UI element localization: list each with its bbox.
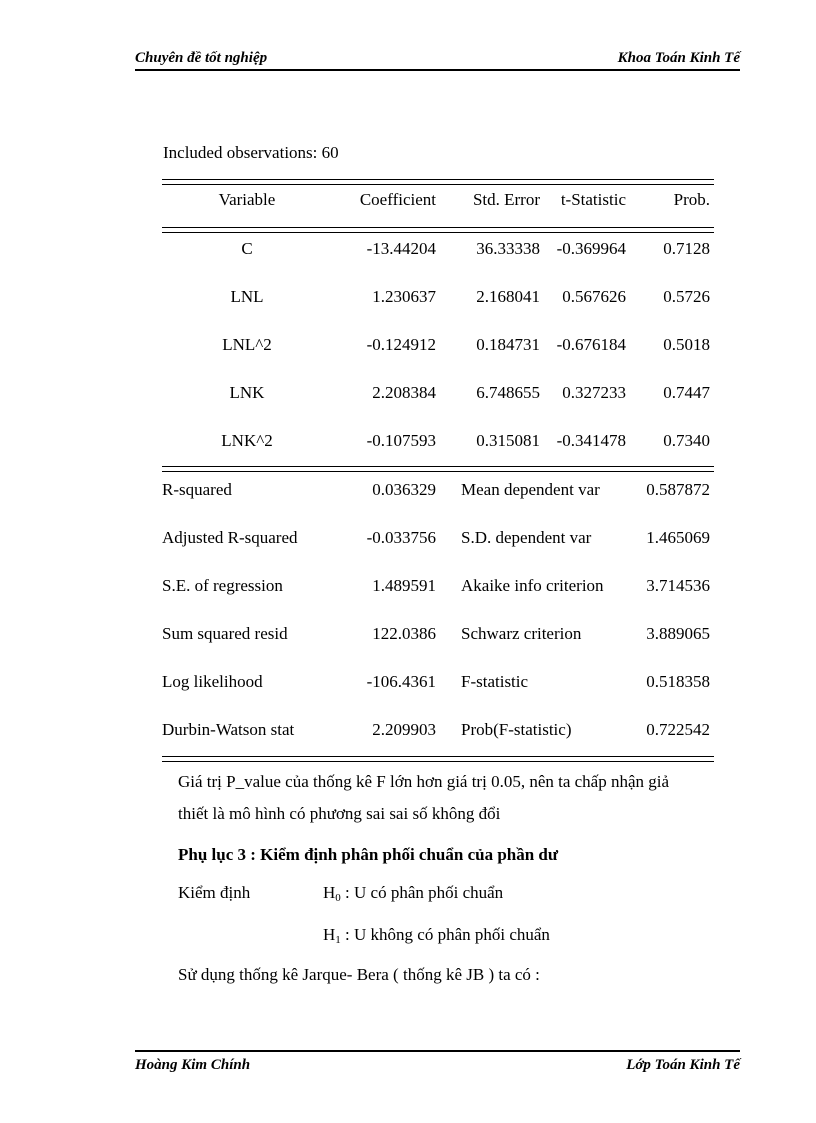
stat-value: 3.889065 bbox=[646, 624, 710, 643]
stat-label: R-squared bbox=[162, 480, 232, 499]
prob-value: 0.5018 bbox=[663, 335, 710, 354]
table-row bbox=[162, 514, 714, 562]
variable-name: LNL^2 bbox=[222, 335, 272, 354]
appendix-title: Phụ lục 3 : Kiểm định phân phối chuẩn của phần dư bbox=[178, 845, 559, 864]
stat-value: 0.587872 bbox=[646, 480, 710, 499]
variable-name: C bbox=[241, 239, 253, 258]
h1-subscript: 1 bbox=[335, 934, 341, 946]
std-error-value: 0.315081 bbox=[476, 431, 540, 450]
table-row bbox=[162, 706, 714, 754]
prob-value: 0.7447 bbox=[663, 383, 710, 402]
stat-label: Prob(F-statistic) bbox=[461, 720, 572, 739]
std-error-value: 36.33338 bbox=[476, 239, 540, 258]
t-statistic-value: -0.369964 bbox=[556, 239, 626, 258]
footer-rule bbox=[135, 1050, 740, 1052]
h1-text: : U không có phân phối chuẩn bbox=[340, 925, 550, 944]
coefficient-value: -0.124912 bbox=[366, 335, 436, 354]
col-coefficient: Coefficient bbox=[359, 190, 436, 209]
t-statistic-value: 0.327233 bbox=[562, 383, 626, 402]
hypothesis-h0 bbox=[178, 877, 743, 909]
prob-value: 0.7128 bbox=[663, 239, 710, 258]
header-left-text: Chuyên đề tốt nghiệp bbox=[135, 50, 268, 66]
t-statistic-value: 0.567626 bbox=[562, 287, 626, 306]
stat-label: Schwarz criterion bbox=[461, 624, 582, 643]
table-row bbox=[162, 658, 714, 706]
prob-value: 0.5726 bbox=[663, 287, 710, 306]
t-statistic-value: -0.341478 bbox=[556, 431, 626, 450]
std-error-value: 0.184731 bbox=[476, 335, 540, 354]
col-t-statistic: t-Statistic bbox=[560, 190, 626, 209]
header-right-text: Khoa Toán Kinh Tế bbox=[617, 50, 740, 66]
column-header-row bbox=[162, 176, 714, 224]
table-row bbox=[162, 610, 714, 658]
stat-value: 122.0386 bbox=[372, 624, 436, 643]
stat-value: 0.518358 bbox=[646, 672, 710, 691]
included-observations: Included observations: 60 bbox=[163, 143, 339, 162]
stat-label: S.E. of regression bbox=[162, 576, 283, 595]
stat-value: 1.489591 bbox=[372, 576, 436, 595]
footer-left-text: Hoàng Kim Chính bbox=[135, 1057, 251, 1073]
stat-label: S.D. dependent var bbox=[461, 528, 592, 547]
table-row bbox=[162, 562, 714, 610]
col-variable: Variable bbox=[218, 190, 276, 209]
coefficient-table bbox=[162, 225, 714, 465]
footer-right-text: Lớp Toán Kinh Tế bbox=[626, 1057, 740, 1073]
stat-label: F-statistic bbox=[461, 672, 529, 691]
paragraph-conclusion bbox=[178, 766, 743, 830]
jarque-bera-line: Sử dụng thống kê Jarque- Bera ( thống kê JB ) ta có : bbox=[178, 965, 540, 984]
stat-value: 2.209903 bbox=[372, 720, 436, 739]
stat-label: Durbin-Watson stat bbox=[162, 720, 295, 739]
regression-header-table bbox=[162, 176, 714, 224]
stat-value: -106.4361 bbox=[366, 672, 436, 691]
col-prob: Prob. bbox=[673, 190, 710, 209]
stat-value: 1.465069 bbox=[646, 528, 710, 547]
table-row bbox=[162, 466, 714, 514]
coefficient-value: 1.230637 bbox=[372, 287, 436, 306]
stat-value: 0.722542 bbox=[646, 720, 710, 739]
stat-value: 0.036329 bbox=[372, 480, 436, 499]
stat-label: Adjusted R-squared bbox=[162, 528, 298, 547]
table-row bbox=[162, 225, 714, 273]
stat-label: Sum squared resid bbox=[162, 624, 288, 643]
std-error-value: 2.168041 bbox=[476, 287, 540, 306]
variable-name: LNK^2 bbox=[221, 431, 273, 450]
header-rule bbox=[135, 69, 740, 71]
table-row bbox=[162, 273, 714, 321]
h0-subscript: 0 bbox=[335, 892, 341, 904]
h0-letter: H bbox=[323, 883, 336, 902]
h0-statement bbox=[323, 877, 503, 914]
stat-label: Mean dependent var bbox=[461, 480, 600, 499]
summary-stats-table bbox=[162, 466, 714, 754]
test-label: Kiểm định bbox=[178, 883, 251, 902]
table-row bbox=[162, 417, 714, 465]
coefficient-value: -0.107593 bbox=[366, 431, 436, 450]
table-row bbox=[162, 321, 714, 369]
stat-value: 3.714536 bbox=[646, 576, 710, 595]
variable-name: LNK bbox=[229, 383, 265, 402]
coefficient-value: 2.208384 bbox=[372, 383, 436, 402]
coefficient-value: -13.44204 bbox=[366, 239, 436, 258]
std-error-value: 6.748655 bbox=[476, 383, 540, 402]
t-statistic-value: -0.676184 bbox=[556, 335, 626, 354]
prob-value: 0.7340 bbox=[663, 431, 710, 450]
stat-value: -0.033756 bbox=[366, 528, 436, 547]
h1-letter: H bbox=[323, 925, 336, 944]
paragraph-line: thiết là mô hình có phương sai sai số không đổi bbox=[178, 804, 501, 823]
table-row bbox=[162, 369, 714, 417]
h0-text: : U có phân phối chuẩn bbox=[340, 883, 504, 902]
stat-label: Log likelihood bbox=[162, 672, 263, 691]
col-std-error: Std. Error bbox=[472, 190, 540, 209]
stat-label: Akaike info criterion bbox=[461, 576, 604, 595]
h1-statement bbox=[323, 919, 550, 956]
paragraph-line: Giá trị P_value của thống kê F lớn hơn giá trị 0.05, nên ta chấp nhận giả bbox=[178, 772, 670, 791]
variable-name: LNL bbox=[230, 287, 264, 306]
table-bottom-rule bbox=[162, 756, 714, 762]
